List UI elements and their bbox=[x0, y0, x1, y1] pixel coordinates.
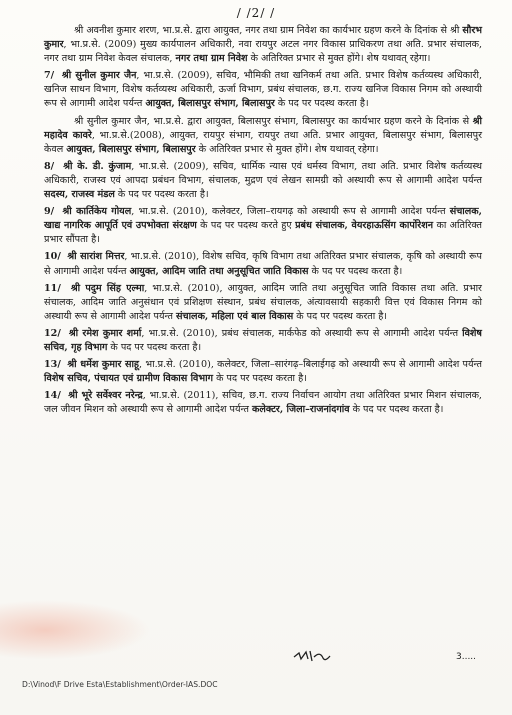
bold-text: संचालक, महिला एवं बाल विकास bbox=[176, 310, 294, 322]
bold-text: नगर तथा ग्राम निवेश bbox=[175, 53, 248, 65]
body-text: श्री सुनील कुमार जैन, भा.प्र.से. द्वारा आयुक्त, बिलासपुर संभाग, बिलासपुर का कार्यभार ग्रहण करने के दिनांक से bbox=[74, 115, 473, 127]
bold-text: श्री सारांश मित्तर bbox=[67, 251, 125, 263]
signature-mark bbox=[292, 647, 332, 667]
body-text: , भा.प्र.से. (2009), सचिव, धार्मिक न्यास एवं धर्मस्व विभाग, तथा अति. प्रभार विशेष कर्तव्यस्थ अधिकारी, राजस्व एवं आपदा प्रबंधन विभाग, संचालक, मुद्रण एवं लेखन सामग्री को अस्थायी रूप से आगामी आदेश पर्यन्त bbox=[44, 160, 482, 186]
body-text: के अतिरिक्त प्रभार से मुक्त होंगे। शेष यथावत् रहेगा। bbox=[247, 53, 431, 65]
page-number: / /2/ / bbox=[236, 6, 276, 20]
body-text: , भा.प्र.से. (2010), विशेष सचिव, कृषि विभाग तथा अतिरिक्त प्रभार संचालक, कृषि को अस्थायी रूप से आगामी आदेश पर्यन्त bbox=[44, 251, 482, 277]
paragraph-number: 10/ bbox=[44, 251, 61, 263]
bold-text: श्री महादेव कावरे bbox=[44, 115, 482, 141]
bold-text: कलेक्टर, जिला–राजनांदगांव bbox=[252, 404, 350, 416]
bold-text: आयुक्त, बिलासपुर संभाग, बिलासपुर bbox=[66, 143, 196, 155]
paper-stain bbox=[0, 600, 150, 660]
bold-text: श्री सुनील कुमार जैन bbox=[61, 70, 137, 82]
bold-text: सौरभ कुमार bbox=[44, 25, 482, 51]
paragraph-p6 bbox=[44, 250, 482, 278]
body-text: श्री अवनीश कुमार शरण, भा.प्र.से. द्वारा आयुक्त, नगर तथा ग्राम निवेश का कार्यभार ग्रहण करने के दिनांक से श्री bbox=[74, 25, 463, 36]
file-path-footer: D:\Vinod\F Drive Esta\Establishment\Order-IAS.DOC bbox=[22, 680, 218, 689]
bold-text: आयुक्त, आदिम जाति तथा अनुसूचित जाति विकास bbox=[129, 265, 309, 277]
bold-text: विशेष सचिव, पंचायत एवं ग्रामीण विकास विभाग bbox=[44, 373, 214, 385]
body-text: , भा.प्र.से. (2010), प्रबंध संचालक, मार्कफेड को अस्थायी रूप से आगामी आदेश पर्यन्त bbox=[141, 327, 463, 339]
bold-text: श्री के. डी. कुंजाम bbox=[63, 160, 132, 172]
paragraph-p5 bbox=[44, 205, 482, 247]
bold-text: श्री पदुम सिंह एल्मा bbox=[70, 282, 145, 294]
paragraph-number: 9/ bbox=[44, 206, 55, 218]
bold-text: प्रबंध संचालक, वेयरहाऊसिंग कार्पोरेशन bbox=[295, 220, 434, 232]
bold-text: श्री कार्तिकेय गोयल bbox=[62, 206, 132, 218]
bold-text: श्री रमेश कुमार शर्मा bbox=[68, 327, 142, 339]
body-text: , भा.प्र.से. (2010), आयुक्त, आदिम जाति तथा अनुसूचित जाति विकास तथा अति. प्रभार संचालक, आदिम जाति अनुसंधान एवं प्रशिक्षण संस्थान, प्रबंध संचालक, अंत्यावसायी सहकारी वित्त एवं विकास निगम को अस्थायी रूप से आगामी आदेश पर्यन्त bbox=[44, 282, 482, 322]
paragraph-number: 7/ bbox=[44, 70, 55, 82]
paragraph-number: 8/ bbox=[44, 160, 55, 172]
paragraph-number: 13/ bbox=[44, 359, 61, 371]
paragraph-p10 bbox=[44, 389, 482, 417]
body-text: , भा.प्र.से.(2008), आयुक्त, रायपुर संभाग, रायपुर तथा अति. प्रभार आयुक्त, बिलासपुर संभाग, बिलासपुर केवल bbox=[44, 129, 482, 155]
body-text: , भा.प्र.से. (2010), कलेक्टर, जिला–सारंगढ़–बिलाईगढ़ को अस्थायी रूप से आगामी आदेश पर्यन्त bbox=[139, 359, 482, 371]
paragraph-number: 11/ bbox=[44, 282, 61, 294]
paragraph-p9 bbox=[44, 358, 482, 386]
bold-text: सदस्य, राजस्व मंडल bbox=[44, 189, 115, 201]
bold-text: संचालक, खाद्य नागरिक आपूर्ति एवं उपभोक्ता संरक्षण bbox=[44, 206, 482, 232]
body-text: के पद पर पदस्थ करता है। bbox=[114, 189, 209, 201]
paragraph-p1 bbox=[44, 24, 482, 66]
paragraph-number: 14/ bbox=[44, 390, 61, 402]
body-text: के अतिरिक्त प्रभार से मुक्त होंगे। शेष यथावत् रहेगा। bbox=[195, 143, 379, 155]
bold-text: श्री भूरे सर्वेश्वर नरेन्द्र bbox=[68, 390, 143, 402]
body-text: , भा.प्र.से. (2009), सचिव, भौमिकी तथा खनिकर्म तथा अति. प्रभार विशेष कर्तव्यस्थ अधिकारी, खनिज साधन विभाग, विशेष कर्तव्यस्थ अधिकारी, ऊर्जा विभाग, प्रबंध संचालक, छ.ग. राज्य खनिज विकास निगम को अस्थायी रूप से आगामी आदेश पर्यन्त bbox=[44, 70, 482, 110]
body-text: के पद पर पदस्थ करता है। bbox=[349, 404, 444, 416]
body-text: , भा.प्र.से. (2009) मुख्य कार्यपालन अधिकारी, नवा रायपुर अटल नगर विकास प्राधिकरण तथा अति. प्रभार संचालक, नगर तथा ग्राम निवेश केवल संचालक, bbox=[44, 39, 482, 65]
bold-text: विशेष सचिव, गृह विभाग bbox=[44, 327, 482, 353]
bold-text: आयुक्त, बिलासपुर संभाग, बिलासपुर bbox=[145, 98, 275, 110]
next-page-marker: 3..... bbox=[456, 652, 477, 662]
paragraph-p2 bbox=[44, 69, 482, 111]
paragraph-number: 12/ bbox=[44, 327, 61, 339]
paragraph-p4 bbox=[44, 160, 482, 202]
paragraph-p7 bbox=[44, 282, 482, 324]
body-text: के पद पर पदस्थ करते हुए bbox=[196, 220, 296, 232]
body-text: , भा.प्र.से. (2011), सचिव, छ.ग. राज्य निर्वाचन आयोग तथा अतिरिक्त प्रभार मिशन संचालक, जल जीवन मिशन को अस्थायी रूप से आगामी आदेश पर्यन्त bbox=[44, 390, 482, 416]
document-body bbox=[44, 24, 482, 420]
body-text: का अतिरिक्त प्रभार सौंपता है। bbox=[44, 220, 482, 246]
body-text: के पद पर पदस्थ करता है। bbox=[274, 98, 369, 110]
body-text: के पद पर पदस्थ करता है। bbox=[213, 373, 307, 385]
paragraph-p8 bbox=[44, 327, 482, 355]
body-text: , भा.प्र.से. (2010), कलेक्टर, जिला–रायगढ़ को अस्थायी रूप से आगामी आदेश पर्यन्त bbox=[131, 206, 450, 218]
body-text: के पद पर पदस्थ करता है। bbox=[107, 341, 202, 353]
paragraph-p3 bbox=[44, 115, 482, 157]
body-text: के पद पर पदस्थ करता है। bbox=[308, 265, 403, 277]
bold-text: श्री धर्मेश कुमार साहू bbox=[67, 359, 140, 371]
body-text: के पद पर पदस्थ करता है। bbox=[293, 310, 387, 322]
